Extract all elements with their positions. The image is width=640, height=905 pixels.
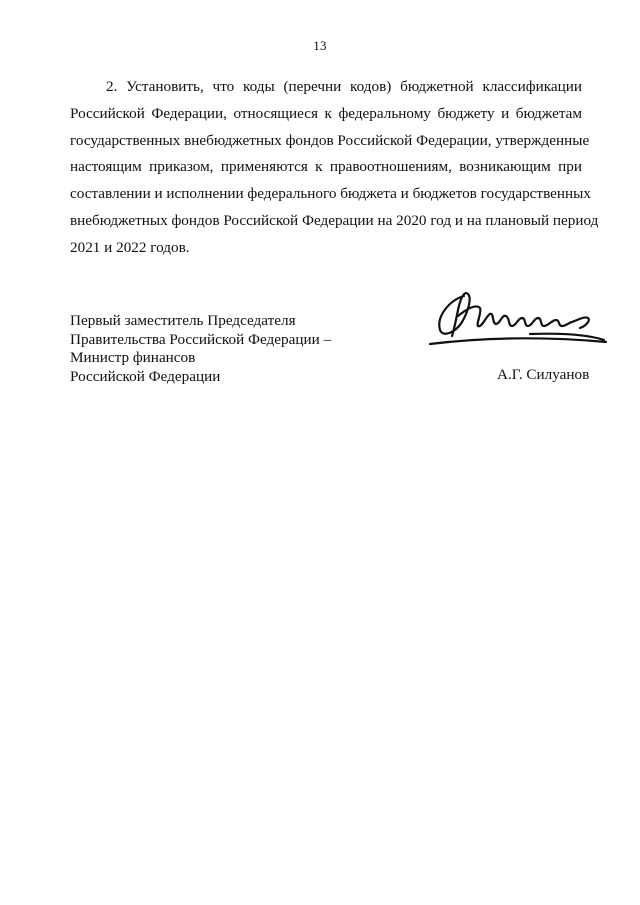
signatory-title-line: Правительства Российской Федерации –: [70, 330, 332, 348]
signer-name: А.Г. Силуанов: [497, 366, 590, 383]
signatory-title-line: Российской Федерации: [70, 367, 221, 385]
signature-graphic: [420, 286, 610, 356]
page-number: 13: [313, 38, 327, 53]
paragraph-line: 2021 и 2022 годов.: [70, 238, 190, 256]
paragraph-line: составлении и исполнении федерального бюджета и бюджетов государственных: [70, 185, 591, 203]
paragraph-line: Российской Федерации, относящиеся к федеральному бюджету и бюджетам: [70, 104, 582, 122]
body-paragraph: [70, 74, 599, 262]
paragraph-line: 2. Установить, что коды (перечни кодов) бюджетной классификации: [106, 78, 582, 95]
signatory-title: [70, 312, 331, 386]
signatory-title-line: Первый заместитель Председателя: [70, 312, 296, 329]
paragraph-line: государственных внебюджетных фондов Российской Федерации, утвержденные: [70, 131, 590, 149]
paragraph-line: настоящим приказом, применяются к правоотношениям, возникающим при: [70, 158, 582, 176]
signatory-title-line: Министр финансов: [70, 349, 196, 367]
paragraph-line: внебюджетных фондов Российской Федерации на 2020 год и на плановый период: [70, 211, 599, 229]
handwritten-signature: [420, 286, 610, 356]
